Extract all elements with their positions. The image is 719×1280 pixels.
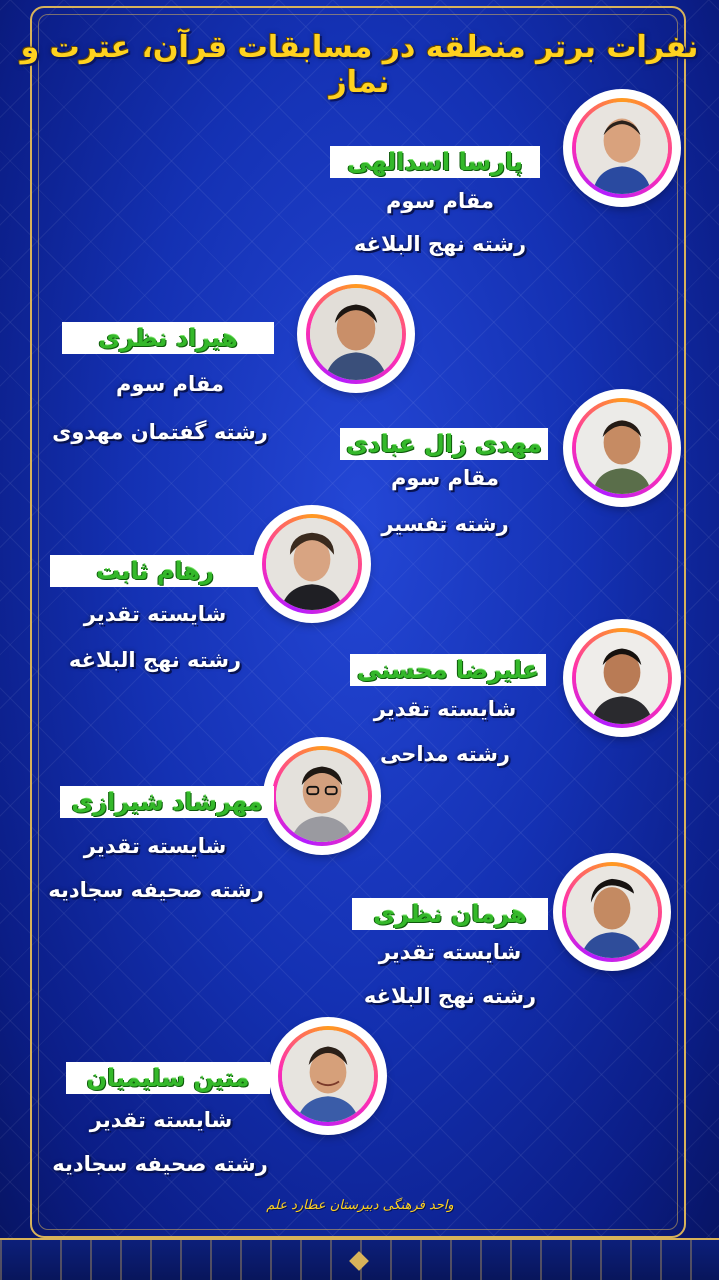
student-rank-3: مقام سوم bbox=[391, 466, 499, 490]
student-rank-2: مقام سوم bbox=[116, 372, 224, 396]
student-field-3: رشته تفسیر bbox=[381, 512, 509, 536]
student-photo-3 bbox=[566, 392, 678, 504]
student-photo-6 bbox=[266, 740, 378, 852]
student-field-7: رشته نهج البلاغه bbox=[363, 984, 537, 1008]
student-name-7: هرمان نظری bbox=[352, 898, 548, 930]
student-photo-2 bbox=[300, 278, 412, 390]
person-icon bbox=[576, 102, 668, 194]
poster-title: نفرات برتر منطقه در مسابقات قرآن، عترت و نماز bbox=[20, 30, 699, 100]
person-icon bbox=[566, 866, 658, 958]
student-photo-1 bbox=[566, 92, 678, 204]
student-name-8: متین سلیمیان bbox=[66, 1062, 270, 1094]
student-photo-8 bbox=[272, 1020, 384, 1132]
student-rank-4: شایسته تقدیر bbox=[83, 602, 227, 626]
student-field-5: رشته مداحی bbox=[379, 742, 511, 766]
student-field-1: رشته نهج البلاغه bbox=[353, 232, 527, 256]
footer-signature: واحد فرهنگی دبیرستان عطارد علم bbox=[266, 1198, 454, 1213]
student-name-2: هیراد نظری bbox=[62, 322, 274, 354]
student-name-6: مهرشاد شیرازی bbox=[60, 786, 274, 818]
person-icon bbox=[576, 632, 668, 724]
student-rank-7: شایسته تقدیر bbox=[378, 940, 522, 964]
student-name-5: علیرضا محسنی bbox=[350, 654, 546, 686]
student-rank-6: شایسته تقدیر bbox=[83, 834, 227, 858]
student-field-4: رشته نهج البلاغه bbox=[68, 648, 242, 672]
student-name-3: مهدی زال عبادی bbox=[340, 428, 548, 460]
student-field-2: رشته گفتمان مهدوی bbox=[52, 420, 268, 444]
student-name-1: پارسا اسدالهی bbox=[330, 146, 540, 178]
student-photo-5 bbox=[566, 622, 678, 734]
student-name-4: رهام ثابت bbox=[50, 555, 260, 587]
student-rank-5: شایسته تقدیر bbox=[373, 697, 517, 721]
person-icon bbox=[310, 288, 402, 380]
person-icon bbox=[282, 1030, 374, 1122]
student-field-8: رشته صحیفه سجادیه bbox=[52, 1152, 268, 1176]
student-photo-4 bbox=[256, 508, 368, 620]
person-icon bbox=[266, 518, 358, 610]
person-icon bbox=[276, 750, 368, 842]
student-photo-7 bbox=[556, 856, 668, 968]
student-rank-1: مقام سوم bbox=[386, 189, 494, 213]
person-icon bbox=[576, 402, 668, 494]
student-field-6: رشته صحیفه سجادیه bbox=[48, 878, 264, 902]
student-rank-8: شایسته تقدیر bbox=[89, 1108, 233, 1132]
